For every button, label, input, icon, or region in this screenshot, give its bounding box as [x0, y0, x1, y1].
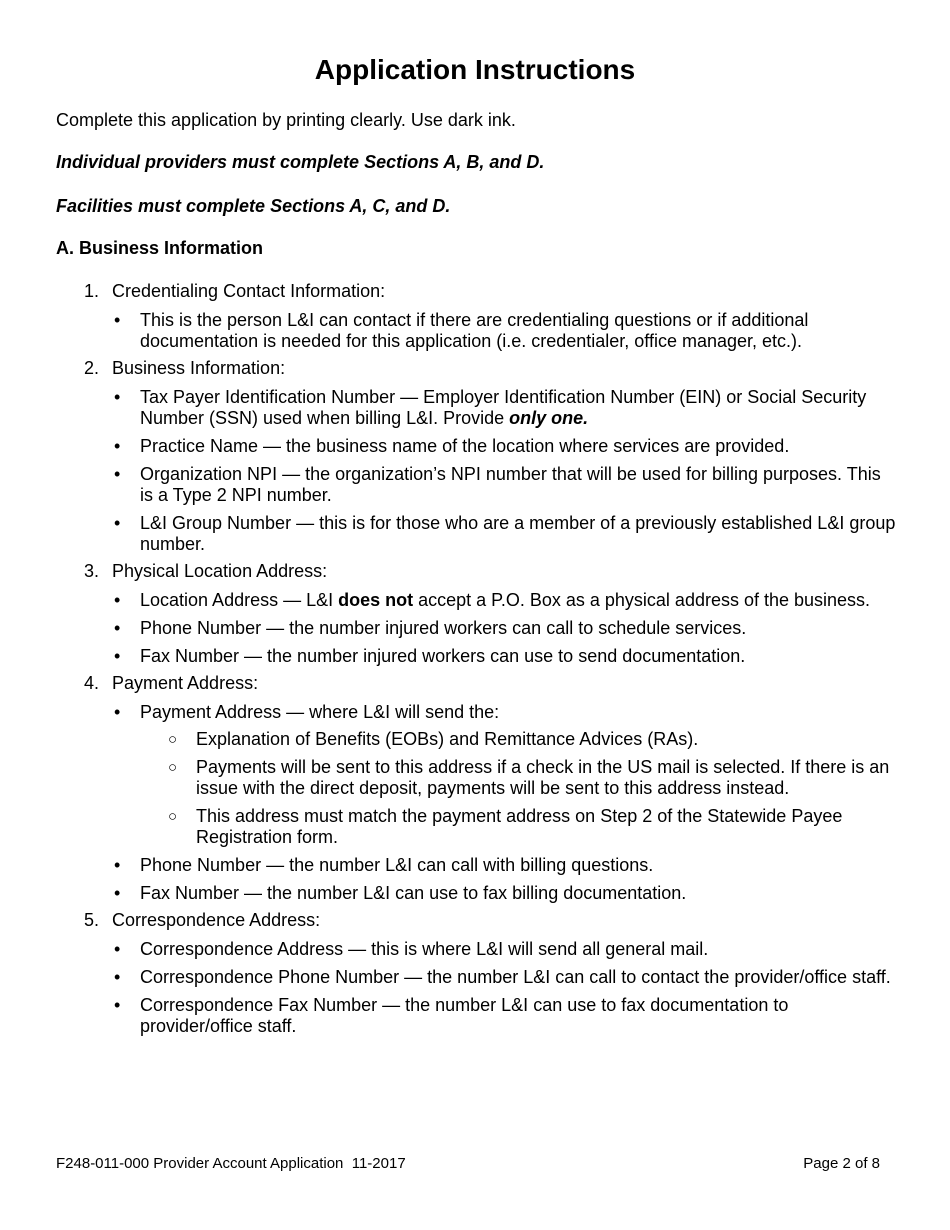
bullet-item — [114, 646, 896, 667]
bullet-text: Correspondence Address — this is where L&I will send all general mail. — [140, 939, 709, 959]
list-item — [0, 358, 950, 555]
bullet-text: Location Address — L&I — [140, 590, 339, 610]
bullet-item — [114, 883, 896, 904]
instruction-list-container — [0, 281, 950, 1043]
intro-text: Complete this application by printing clearly. Use dark ink. — [56, 110, 516, 130]
bullet-item — [114, 702, 896, 848]
bullet-list — [112, 310, 950, 352]
bullet-text: Tax Payer Identification Number — Employer Identification Number (EIN) or Social Security Number (SSN) used when billing L&I. Provide — [140, 387, 867, 428]
bullet-list — [112, 590, 950, 667]
list-item — [0, 561, 950, 667]
bullet-text: Phone Number — the number injured workers can call to schedule services. — [140, 618, 747, 638]
bullet-item — [114, 513, 896, 555]
footer-form-info: F248-011-000 Provider Account Application 11-2017 — [56, 1155, 406, 1172]
list-item — [0, 281, 950, 352]
sub-item — [168, 757, 896, 799]
bullet-item — [114, 464, 896, 506]
sub-item-text: Explanation of Benefits (EOBs) and Remittance Advices (RAs). — [196, 729, 699, 749]
requirement-individual: Individual providers must complete Sections A, B, and D. — [56, 152, 545, 172]
bullet-text: Organization NPI — the organization’s NPI number that will be used for billing purposes. This is a Type 2 NPI number. — [140, 464, 881, 505]
list-item — [0, 673, 950, 904]
bullet-item — [114, 436, 896, 457]
item-number: 2. — [84, 358, 100, 378]
sub-list — [140, 729, 896, 848]
bullet-icon: • — [114, 967, 121, 987]
bullet-icon: • — [114, 310, 121, 330]
bullet-icon: • — [114, 646, 121, 666]
sub-item-text: Payments will be sent to this address if a check in the US mail is selected. If there is an issue with the direct deposit, payments will be sent to this address instead. — [196, 757, 890, 798]
sub-item-text: This address must match the payment address on Step 2 of the Statewide Payee Registration form. — [196, 806, 843, 847]
bullet-item — [114, 855, 896, 876]
page-title: Application Instructions — [314, 54, 636, 85]
item-title: Credentialing Contact Information: — [112, 281, 386, 301]
item-number: 3. — [84, 561, 100, 581]
bullet-icon: • — [114, 855, 121, 875]
bullet-text: accept a P.O. Box as a physical address of the business. — [413, 590, 871, 610]
list-item — [0, 910, 950, 1037]
bullet-item — [114, 590, 896, 611]
footer-page-number: Page 2 of 8 — [803, 1155, 880, 1172]
bullet-item — [114, 310, 896, 352]
bullet-text: Fax Number — the number L&I can use to fax billing documentation. — [140, 883, 687, 903]
bullet-text: Fax Number — the number injured workers can use to send documentation. — [140, 646, 746, 666]
circle-bullet-icon: ○ — [168, 808, 178, 825]
bullet-item — [114, 618, 896, 639]
bullet-text: Practice Name — the business name of the location where services are provided. — [140, 436, 790, 456]
circle-bullet-icon: ○ — [168, 759, 178, 776]
section-heading: A. Business Information — [56, 238, 264, 258]
bullet-item — [114, 967, 896, 988]
bullet-text: Correspondence Phone Number — the number L&I can call to contact the provider/office staff. — [140, 967, 891, 987]
item-title: Business Information: — [112, 358, 286, 378]
bullet-item — [114, 939, 896, 960]
emphasis-text: only one. — [509, 408, 589, 428]
bullet-icon: • — [114, 883, 121, 903]
emphasis-text: does not — [338, 590, 414, 610]
item-title: Payment Address: — [112, 673, 259, 693]
item-number: 1. — [84, 281, 100, 301]
item-title: Correspondence Address: — [112, 910, 321, 930]
bullet-icon: • — [114, 464, 121, 484]
instruction-list — [0, 281, 950, 1037]
bullet-icon: • — [114, 387, 121, 407]
bullet-item — [114, 995, 896, 1037]
requirement-facilities: Facilities must complete Sections A, C, and D. — [56, 196, 451, 216]
bullet-text: Correspondence Fax Number — the number L&I can use to fax documentation to provider/office staff. — [140, 995, 789, 1036]
bullet-item — [114, 387, 896, 429]
bullet-list — [112, 702, 950, 904]
bullet-list — [112, 387, 950, 555]
circle-bullet-icon: ○ — [168, 731, 178, 748]
bullet-icon: • — [114, 436, 121, 456]
sub-item — [168, 729, 896, 750]
sub-item — [168, 806, 896, 848]
bullet-icon: • — [114, 702, 121, 722]
bullet-text: L&I Group Number — this is for those who are a member of a previously established L&I group number. — [140, 513, 896, 554]
bullet-text: Phone Number — the number L&I can call with billing questions. — [140, 855, 654, 875]
bullet-text: This is the person L&I can contact if there are credentialing questions or if additional documentation is needed for this application (i.e. credentialer, office manager, etc.). — [140, 310, 809, 351]
bullet-icon: • — [114, 590, 121, 610]
bullet-icon: • — [114, 618, 121, 638]
bullet-icon: • — [114, 995, 121, 1015]
item-title: Physical Location Address: — [112, 561, 328, 581]
item-number: 4. — [84, 673, 100, 693]
bullet-list — [112, 939, 950, 1037]
bullet-icon: • — [114, 513, 121, 533]
bullet-text: Payment Address — where L&I will send the: — [140, 702, 500, 722]
item-number: 5. — [84, 910, 100, 930]
bullet-icon: • — [114, 939, 121, 959]
